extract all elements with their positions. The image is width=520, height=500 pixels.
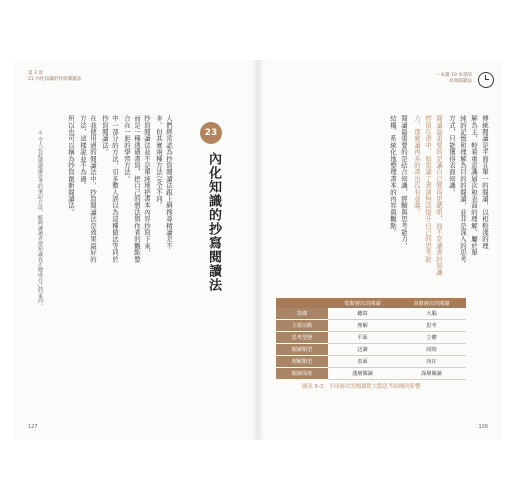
running-head [436,72,472,84]
running-head-subtitle: 高效閱讀法 [449,79,472,84]
row-header: 基礎 [276,308,328,320]
body-column: 方法，這樣說並不為過。 [79,115,87,189]
body-column: 所以也可以稱為抄寫創新閱讀法。 [67,115,75,216]
table-cell: 深層閱讀 [397,368,466,380]
table-header-row [276,298,466,308]
highlight-column: 閱讀最重要的是讓自己變得更聰明，而不是讓書的知識 [435,115,443,276]
clock-icon [478,72,494,88]
left-page [14,60,258,440]
highlight-column: 力，那麼讀再多的書也沒有意義。 [413,115,421,216]
running-head [28,70,81,82]
chapter-number-badge: 23 [200,122,222,144]
book-spread [14,60,502,440]
table-row [276,320,466,332]
body-column: 抄寫閱讀法。 [101,115,109,156]
running-head-title: 21 內化知識的抄寫閱讀法 [28,77,82,82]
body-column: 抄寫閱讀法並不是單純地把書本內容抄寫下來， [143,115,151,256]
table-cell: 理解 [328,320,397,332]
table-header-cell: 低階層次的閱讀 [328,298,397,308]
table-cell: 立體 [397,332,466,344]
table-row [276,332,466,344]
table-header-cell [276,298,328,308]
table-cell: 平面 [328,332,397,344]
running-head-book: 一本讀 10 本書的 [435,73,472,78]
table-row [276,356,466,368]
right-page [258,60,502,440]
row-header: 閱讀類型 [276,344,328,356]
body-column: 結構、系統化地整理書本的內容與觀點。 [389,115,397,236]
body-column: 中一部分的方法，引多數人誤以為這種做法等同於 [111,115,119,263]
table-cell: 大腦 [397,308,466,320]
chapter-title: 內化知識的抄寫閱讀法 [206,152,221,292]
body-column: 多。但其實兩種方法完全不同。 [155,115,163,209]
body-column: 純的記憶和理解為目的的閱讀，並非是深入的思考 [459,115,467,263]
running-head-chapter: 第 3 章 [28,71,44,76]
table-row [276,344,466,356]
table-cell: 聽寫 [328,308,397,320]
body-column: 而是一種透過書寫，把自己的想法與作者的觀點整 [133,115,141,263]
table-cell: 淺層閱讀 [328,368,397,380]
body-column: 傳統閱讀是平面且單一的閱讀，以相較淺的理 [481,115,489,249]
row-header: 思考型態 [276,332,328,344]
table-row [276,308,466,320]
body-column: 解為主，較着重意識層次和表面的理解。屬於單 [470,115,478,256]
page-number: 127 [28,424,38,430]
table-cell: 泛讀 [328,344,397,356]
table-header-cell: 高階層次的閱讀 [397,298,466,308]
figure-caption: 圖表 5-3 不同層次的閱讀對大腦思考結構的影響 [302,384,421,390]
row-header: 主要活動 [276,320,328,332]
page-number: 126 [478,424,488,430]
row-header: 理解類型 [276,356,328,368]
table-cell: 表面 [328,356,397,368]
body-column: 合在一起的學習方法。 [123,115,131,182]
table-cell: 思考 [397,320,466,332]
row-header: 閱讀深度 [276,368,328,380]
body-column: 人們經常認為抄寫閱讀法跟上網搜尋精讀差不 [165,115,173,249]
body-column: 方式，只能獲得表面知識。 [448,115,456,196]
table-cell: 內在 [397,356,466,368]
table-row [276,368,466,380]
body-column: 閱讀最重要的是結合知識、經驗與思考能力， [400,115,408,249]
body-column: 在我使用過的閱讀法中，抄寫閱讀法是效果最好的 [89,115,97,263]
footnote: ＊ 令人在此邊讀邊思考的筆記方法，能夠讓讀者把知識真正變成自己的東西。 [37,130,43,309]
comparison-table [276,298,466,380]
table-cell: 同時 [397,344,466,356]
highlight-column: 停留在書中，如果讀了書卻無法提升自己的思考能 [424,115,432,263]
